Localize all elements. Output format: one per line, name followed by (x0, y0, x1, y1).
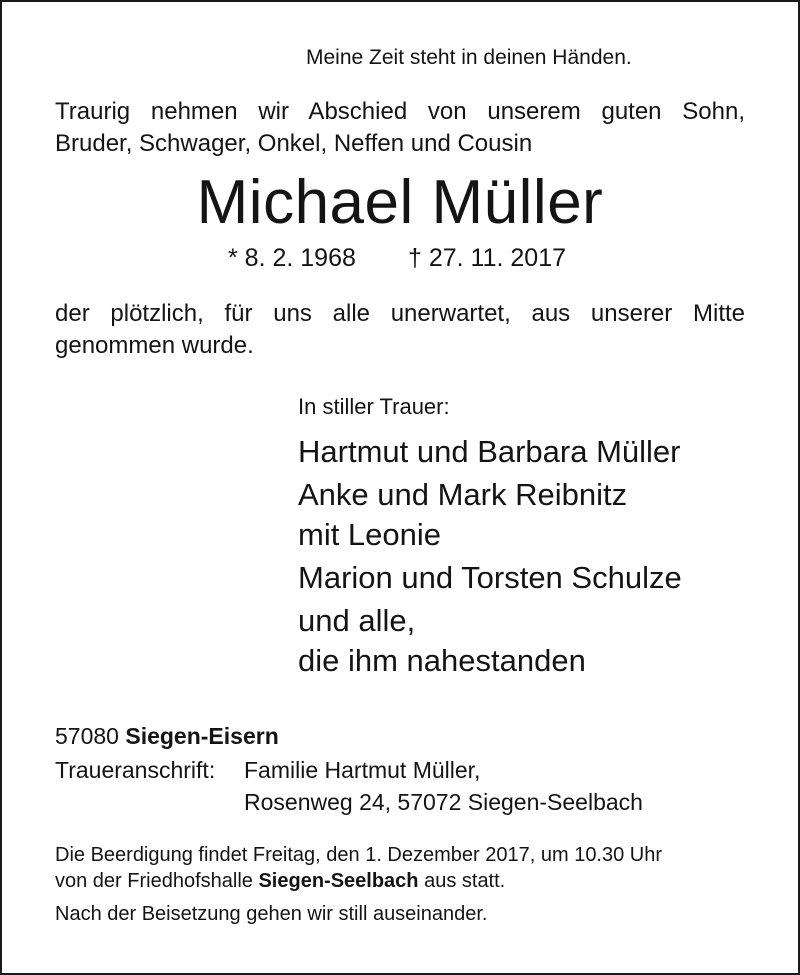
intro-line-1: Traurig nehmen wir Abschied von unserem guten Sohn, (55, 98, 745, 125)
mourner-line: mit Leonie (298, 517, 442, 552)
mourner-line: die ihm nahestanden (298, 643, 586, 678)
mourners-list (298, 432, 682, 681)
motto-text: Meine Zeit steht in deinen Händen. (306, 46, 632, 69)
place-zip: 57080 (55, 723, 119, 749)
address-label: Traueranschrift: (55, 757, 216, 783)
description-text (55, 298, 745, 362)
mourner-line: Anke und Mark Reibnitz (298, 477, 628, 512)
funeral-line-2 (55, 868, 755, 894)
mourner-line: und alle, (298, 603, 416, 638)
description-line-2: genommen wurde. (55, 332, 254, 359)
mourner-line: Marion und Torsten Schulze (298, 560, 682, 595)
funeral-line-2-pre: von der Friedhofshalle (55, 870, 253, 892)
description-line-1: der plötzlich, für uns alle unerwartet, aus unserer Mitte (55, 300, 745, 327)
mourner-line: Hartmut und Barbara Müller (298, 434, 681, 469)
closing-text: Nach der Beisetzung gehen wir still auseinander. (55, 903, 488, 925)
place-city: Siegen-Eisern (125, 723, 279, 749)
funeral-info (55, 842, 755, 894)
address-line-1: Familie Hartmut Müller, (244, 757, 481, 783)
death-date: † 27. 11. 2017 (408, 244, 567, 272)
intro-text (55, 96, 745, 160)
funeral-line-1: Die Beerdigung findet Freitag, den 1. Dezember 2017, um 10.30 Uhr (55, 844, 663, 866)
intro-line-2: Bruder, Schwager, Onkel, Neffen und Cousin (55, 130, 533, 157)
birth-date: * 8. 2. 1968 (228, 244, 356, 272)
funeral-location: Siegen-Seelbach (258, 870, 419, 892)
deceased-name: Michael Müller (196, 168, 604, 237)
mourning-label: In stiller Trauer: (298, 394, 450, 419)
place-line (55, 723, 279, 750)
funeral-line-2-post: aus statt. (424, 870, 506, 892)
address-line-2: Rosenweg 24, 57072 Siegen-Seelbach (244, 789, 643, 815)
